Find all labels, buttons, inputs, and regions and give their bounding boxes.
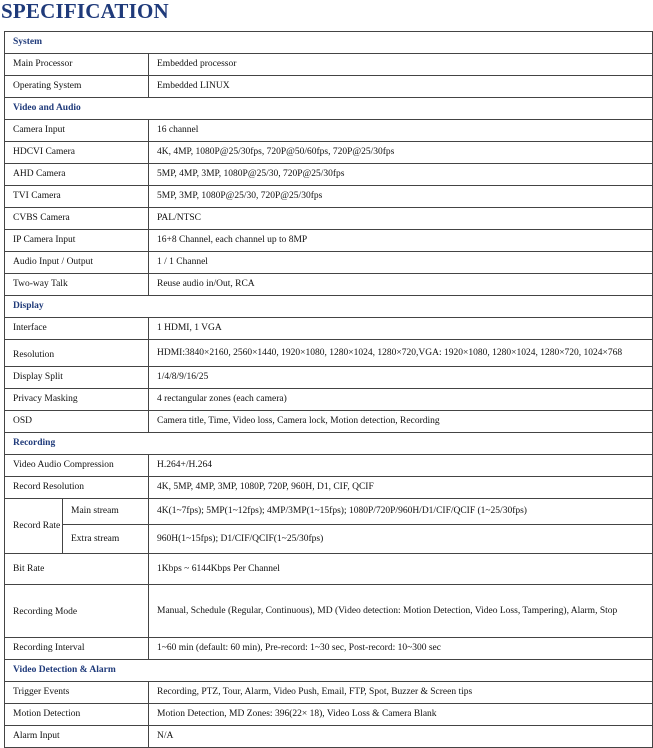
section-header-row — [5, 98, 653, 120]
spec-label: Motion Detection — [5, 704, 149, 726]
spec-label: Main Processor — [5, 54, 149, 76]
table-row — [5, 208, 653, 230]
table-row — [5, 76, 653, 98]
spec-label: OSD — [5, 411, 149, 433]
record-rate-label: Record Rate — [5, 499, 63, 554]
spec-label: Audio Input / Output — [5, 252, 149, 274]
table-row — [5, 554, 653, 585]
spec-value: PAL/NTSC — [149, 208, 653, 230]
table-row — [5, 411, 653, 433]
section-title-system: System — [5, 32, 653, 54]
spec-label: Record Resolution — [5, 477, 149, 499]
table-row — [5, 142, 653, 164]
table-row — [5, 704, 653, 726]
spec-label: Interface — [5, 318, 149, 340]
table-row — [5, 726, 653, 748]
spec-label: CVBS Camera — [5, 208, 149, 230]
table-row — [5, 585, 653, 638]
section-title-display: Display — [5, 296, 653, 318]
spec-value: 5MP, 4MP, 3MP, 1080P@25/30, 720P@25/30fps — [149, 164, 653, 186]
spec-value: 16+8 Channel, each channel up to 8MP — [149, 230, 653, 252]
section-header-row — [5, 32, 653, 54]
spec-label: Recording Interval — [5, 638, 149, 660]
spec-label: HDCVI Camera — [5, 142, 149, 164]
spec-label: AHD Camera — [5, 164, 149, 186]
spec-label: IP Camera Input — [5, 230, 149, 252]
table-row — [5, 230, 653, 252]
spec-value: 4 rectangular zones (each camera) — [149, 389, 653, 411]
spec-value: 5MP, 3MP, 1080P@25/30, 720P@25/30fps — [149, 186, 653, 208]
spec-value: 4K, 5MP, 4MP, 3MP, 1080P, 720P, 960H, D1, CIF, QCIF — [149, 477, 653, 499]
spec-label: Two-way Talk — [5, 274, 149, 296]
section-header-row — [5, 660, 653, 682]
table-row — [5, 389, 653, 411]
spec-label: Trigger Events — [5, 682, 149, 704]
spec-value: 1 / 1 Channel — [149, 252, 653, 274]
spec-label: Bit Rate — [5, 554, 149, 585]
section-header-row — [5, 433, 653, 455]
spec-value: 1Kbps ~ 6144Kbps Per Channel — [149, 554, 653, 585]
main-stream-value: 4K(1~7fps); 5MP(1~12fps); 4MP/3MP(1~15fps); 1080P/720P/960H/D1/CIF/QCIF (1~25/30fps) — [149, 499, 653, 525]
section-title-video-detection-alarm: Video Detection & Alarm — [5, 660, 653, 682]
table-row — [5, 525, 653, 554]
spec-value: Manual, Schedule (Regular, Continuous), MD (Video detection: Motion Detection, Video Loss, Tampering), Alarm, Stop — [149, 585, 653, 638]
spec-label: Camera Input — [5, 120, 149, 142]
spec-value: Recording, PTZ, Tour, Alarm, Video Push, Email, FTP, Spot, Buzzer & Screen tips — [149, 682, 653, 704]
spec-label: TVI Camera — [5, 186, 149, 208]
section-title-recording: Recording — [5, 433, 653, 455]
spec-label: Display Split — [5, 367, 149, 389]
spec-label: Privacy Masking — [5, 389, 149, 411]
spec-value: Reuse audio in/Out, RCA — [149, 274, 653, 296]
spec-label: Alarm Input — [5, 726, 149, 748]
table-row — [5, 274, 653, 296]
spec-value: 4K, 4MP, 1080P@25/30fps, 720P@50/60fps, 720P@25/30fps — [149, 142, 653, 164]
spec-value: 1 HDMI, 1 VGA — [149, 318, 653, 340]
table-row — [5, 164, 653, 186]
spec-label: Operating System — [5, 76, 149, 98]
spec-value: Motion Detection, MD Zones: 396(22× 18), Video Loss & Camera Blank — [149, 704, 653, 726]
spec-value: N/A — [149, 726, 653, 748]
spec-label: Video Audio Compression — [5, 455, 149, 477]
page-title: SPECIFICATION — [1, 0, 169, 23]
table-row — [5, 54, 653, 76]
table-row — [5, 638, 653, 660]
table-row — [5, 318, 653, 340]
table-row — [5, 186, 653, 208]
table-row — [5, 682, 653, 704]
spec-value: 16 channel — [149, 120, 653, 142]
extra-stream-value: 960H(1~15fps); D1/CIF/QCIF(1~25/30fps) — [149, 525, 653, 554]
spec-label: Resolution — [5, 340, 149, 367]
table-row — [5, 477, 653, 499]
spec-value: Camera title, Time, Video loss, Camera lock, Motion detection, Recording — [149, 411, 653, 433]
table-row — [5, 455, 653, 477]
table-row — [5, 252, 653, 274]
section-title-video-audio: Video and Audio — [5, 98, 653, 120]
table-row — [5, 340, 653, 367]
spec-value: Embedded LINUX — [149, 76, 653, 98]
table-row — [5, 499, 653, 525]
main-stream-label: Main stream — [63, 499, 149, 525]
extra-stream-label: Extra stream — [63, 525, 149, 554]
spec-value: 1~60 min (default: 60 min), Pre-record: 1~30 sec, Post-record: 10~300 sec — [149, 638, 653, 660]
spec-value: Embedded processor — [149, 54, 653, 76]
spec-value: HDMI:3840×2160, 2560×1440, 1920×1080, 1280×1024, 1280×720,VGA: 1920×1080, 1280×1024, 1280×720, 1024×768 — [149, 340, 653, 367]
specification-table — [4, 31, 653, 748]
spec-value: H.264+/H.264 — [149, 455, 653, 477]
table-row — [5, 120, 653, 142]
section-header-row — [5, 296, 653, 318]
spec-label: Recording Mode — [5, 585, 149, 638]
spec-value: 1/4/8/9/16/25 — [149, 367, 653, 389]
table-row — [5, 367, 653, 389]
